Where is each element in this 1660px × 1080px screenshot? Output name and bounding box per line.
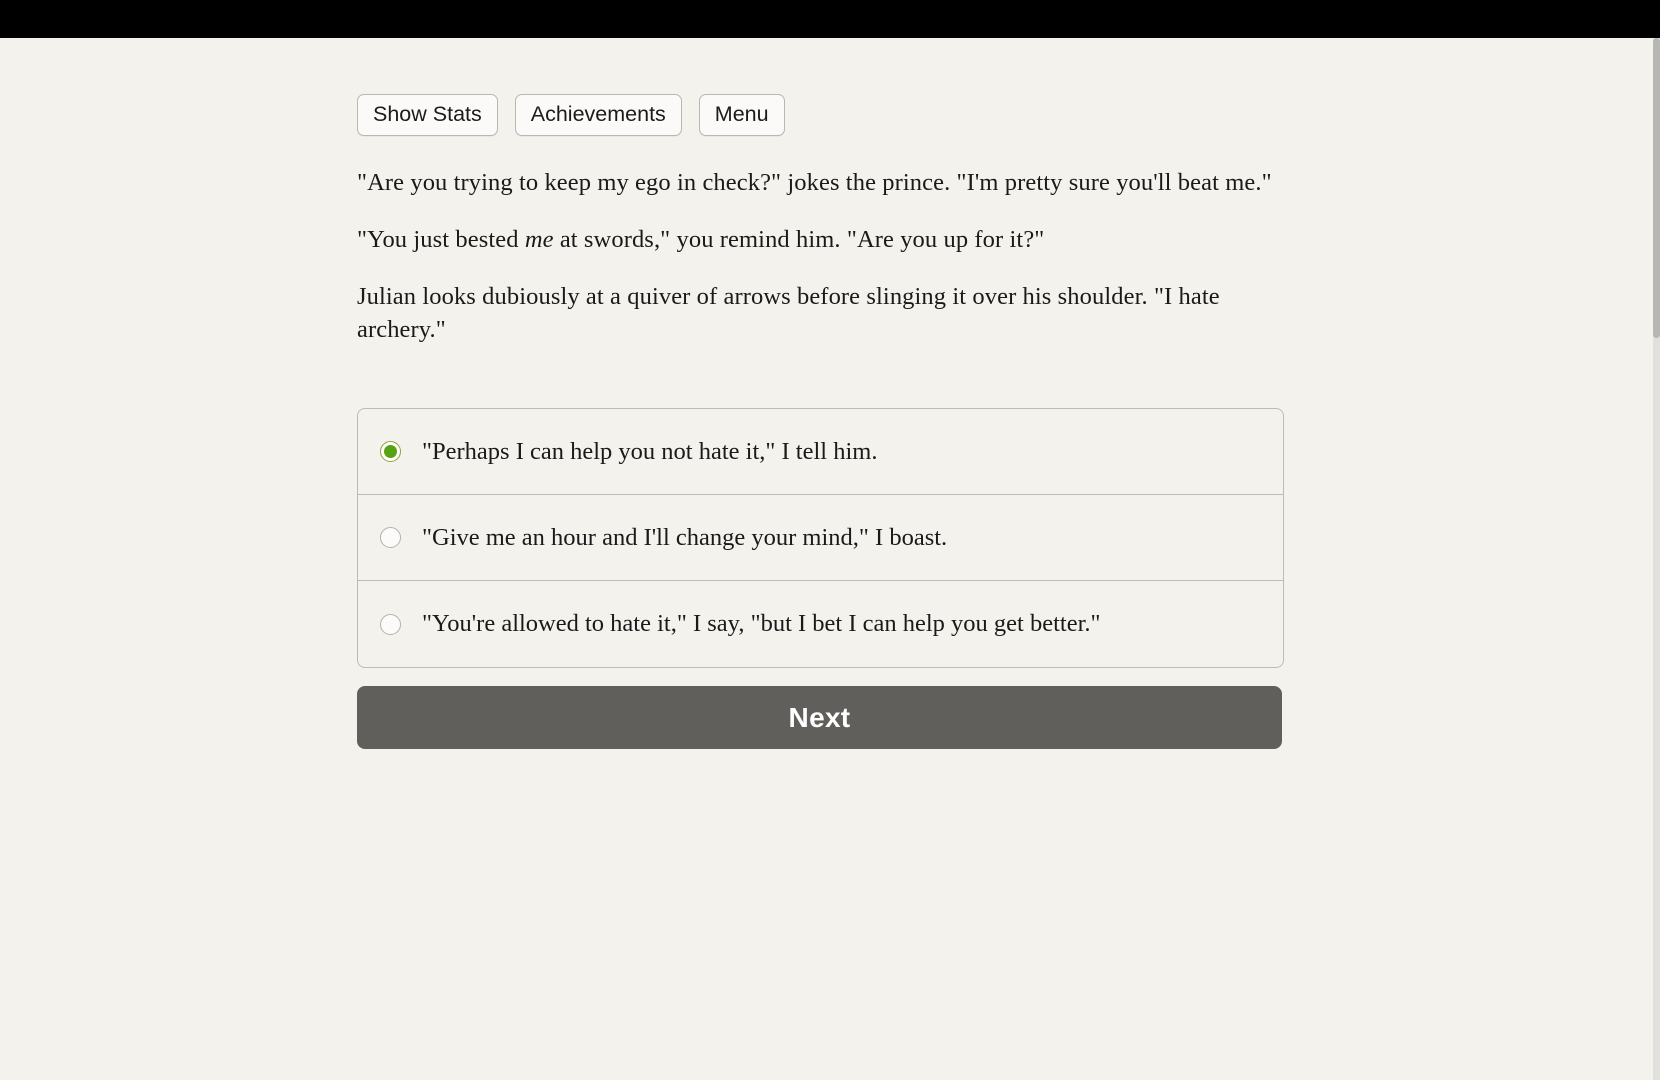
- choice-list: [357, 408, 1284, 668]
- paragraph-emphasis: me: [524, 225, 554, 253]
- story-paragraph: [357, 223, 1272, 257]
- paragraph-text-before: "You just bested: [357, 225, 525, 253]
- choice-option-2[interactable]: [358, 495, 1283, 581]
- choice-option-3[interactable]: [358, 581, 1283, 667]
- window-top-bar: [0, 0, 1660, 38]
- choice-label: "Perhaps I can help you not hate it," I tell him.: [422, 437, 878, 465]
- page-scrollbar-thumb[interactable]: [1653, 38, 1660, 338]
- paragraph-text: Julian looks dubiously at a quiver of arrows before slinging it over his shoulder. "I hate archery.": [357, 282, 1220, 344]
- story-paragraph: [357, 166, 1272, 200]
- story-paragraph: [357, 280, 1272, 348]
- top-button-row: [357, 94, 785, 136]
- next-button[interactable]: Next: [357, 686, 1282, 749]
- story-text: [357, 166, 1272, 370]
- show-stats-button[interactable]: Show Stats: [357, 94, 498, 136]
- radio-icon-selected[interactable]: [380, 441, 401, 462]
- paragraph-text-after: at swords," you remind him. "Are you up for it?": [553, 225, 1045, 253]
- story-page: [0, 38, 1653, 1080]
- choice-label: "Give me an hour and I'll change your mind," I boast.: [422, 523, 948, 551]
- paragraph-text: "Are you trying to keep my ego in check?" jokes the prince. "I'm pretty sure you'll beat me.": [357, 169, 1272, 196]
- page-scrollbar[interactable]: [1653, 38, 1660, 1080]
- choice-option-1[interactable]: [358, 409, 1283, 495]
- radio-icon[interactable]: [380, 614, 401, 635]
- choice-label: "You're allowed to hate it," I say, "but I bet I can help you get better.": [422, 610, 1101, 638]
- achievements-button[interactable]: Achievements: [515, 94, 682, 136]
- menu-button[interactable]: Menu: [699, 94, 785, 136]
- radio-icon[interactable]: [380, 527, 401, 548]
